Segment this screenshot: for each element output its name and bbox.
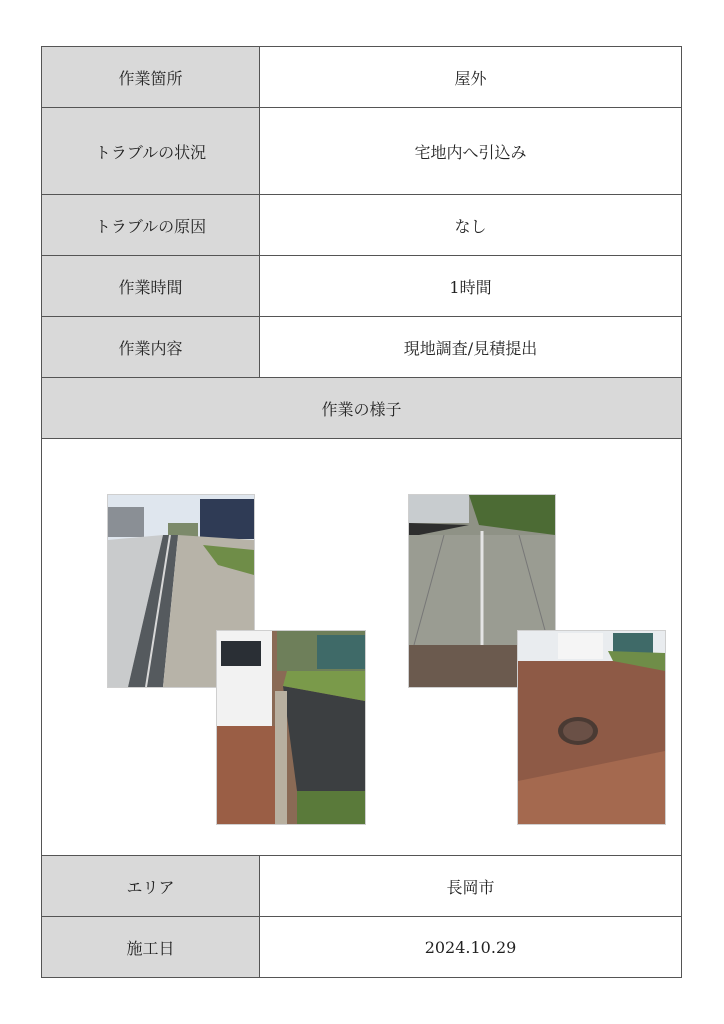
row-work-time <box>42 256 682 317</box>
value-trouble-cause: なし <box>260 195 682 256</box>
row-work-location <box>42 47 682 108</box>
value-work-content: 現地調査/見積提出 <box>260 317 682 378</box>
value-construction-date: 2024.10.29 <box>260 917 682 978</box>
value-trouble-status: 宅地内へ引込み <box>260 108 682 195</box>
row-trouble-status <box>42 108 682 195</box>
label-trouble-cause: トラブルの原因 <box>42 195 260 256</box>
value-area: 長岡市 <box>260 856 682 917</box>
label-work-time: 作業時間 <box>42 256 260 317</box>
label-work-location: 作業箇所 <box>42 47 260 108</box>
label-trouble-status: トラブルの状況 <box>42 108 260 195</box>
row-construction-date <box>42 917 682 978</box>
value-work-location: 屋外 <box>260 47 682 108</box>
label-construction-date: 施工日 <box>42 917 260 978</box>
section-title-work-photos: 作業の様子 <box>42 378 682 439</box>
row-trouble-cause <box>42 195 682 256</box>
photo-road-manhole <box>517 630 666 825</box>
photo-car-and-channel <box>216 630 366 825</box>
row-area <box>42 856 682 917</box>
value-work-time: 1時間 <box>260 256 682 317</box>
label-work-content: 作業内容 <box>42 317 260 378</box>
row-work-content <box>42 317 682 378</box>
row-section-title <box>42 378 682 439</box>
label-area: エリア <box>42 856 260 917</box>
